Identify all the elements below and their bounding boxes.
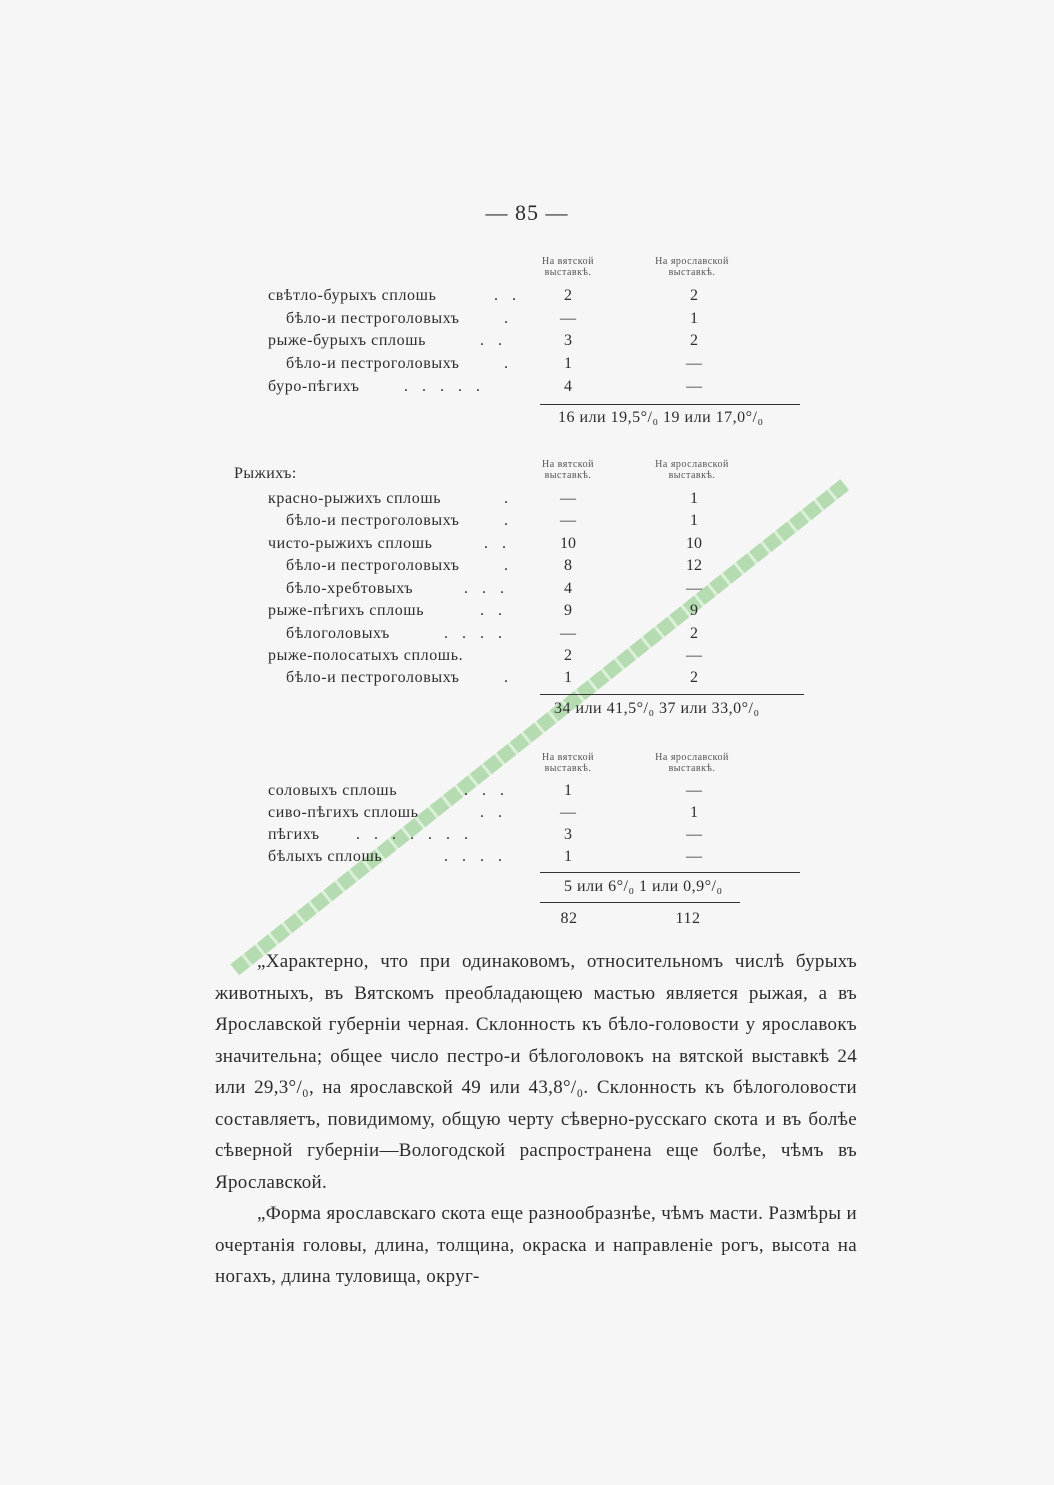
- row-label: соловыхъ сплошь: [268, 782, 398, 799]
- grand-total-rule: [540, 902, 740, 903]
- row-dots: . .: [484, 535, 511, 552]
- column-header-line: На ярославской: [655, 752, 729, 763]
- row-label: чисто-рыжихъ сплошь: [268, 535, 433, 552]
- value-vyatka: —: [560, 310, 576, 327]
- row-label: бѣло-и пестроголовыхъ: [286, 512, 460, 529]
- value-vyatka: 8: [564, 557, 572, 574]
- row-dots: . . . . .: [404, 378, 485, 395]
- value-yaroslavl: —: [686, 782, 702, 799]
- column-header-line: На вятской: [542, 256, 594, 267]
- value-yaroslavl: 12: [686, 557, 702, 574]
- value-vyatka: 10: [560, 535, 576, 552]
- row-dots: . . . .: [444, 625, 507, 642]
- value-yaroslavl: 1: [690, 512, 698, 529]
- row-dots: . .: [480, 804, 507, 821]
- row-dots: . . .: [464, 580, 509, 597]
- column-header-line: выставкѣ.: [544, 470, 592, 481]
- subtotal: 16 или 19,5°/₀ 19 или 17,0°/₀: [558, 409, 764, 426]
- row-dots: . .: [494, 287, 521, 304]
- value-vyatka: 2: [564, 647, 572, 664]
- value-vyatka: —: [560, 804, 576, 821]
- subtotal-rule: [540, 404, 800, 405]
- table-row: [0, 578, 1054, 600]
- value-vyatka: —: [560, 625, 576, 642]
- row-label: красно-рыжихъ сплошь: [268, 490, 442, 507]
- paragraph: „Форма ярославскаго скота еще разнообразнѣе, чѣмъ масти. Размѣры и очертанія головы, длина, толщина, окраска и направленіе рогъ, высота на ногахъ, длина туловища, округ-: [215, 1203, 857, 1287]
- value-yaroslavl: 10: [686, 535, 702, 552]
- column-header-line: На ярославской: [655, 459, 729, 470]
- value-vyatka: 3: [564, 826, 572, 843]
- row-label: бѣло-хребтовыхъ: [286, 580, 414, 597]
- value-yaroslavl: 2: [690, 287, 698, 304]
- row-dots: .: [504, 512, 513, 529]
- value-vyatka: 3: [564, 332, 572, 349]
- table-row: [0, 330, 1054, 352]
- body-text: [215, 946, 857, 1293]
- subtotal-rule: [540, 694, 804, 695]
- value-yaroslavl: 1: [690, 804, 698, 821]
- column-header-yaroslavl: [640, 459, 744, 481]
- row-label: рыже-бурыхъ сплошь: [268, 332, 427, 349]
- table-row: [0, 488, 1054, 510]
- table-row: [0, 600, 1054, 622]
- paragraph: „Характерно, что при одинаковомъ, относительномъ числѣ бурыхъ животныхъ, въ Вятскомъ преобладающею мастью является рыжая, а въ Ярославской губерніи черная. Склонность къ бѣло-головости у ярославокъ значительна; общее число пестро-и бѣлоголовокъ на вятской выставкѣ 24 или 29,3°/₀, на ярославской 49 или 43,8°/₀. Склонность къ бѣлоголовости составляетъ, повидимому, общую черту сѣверно-русскаго скота и въ болѣе сѣверной губерніи—Вологодской распространена еще болѣе, чѣмъ въ Ярославской.: [215, 951, 857, 1193]
- value-yaroslavl: 2: [690, 332, 698, 349]
- row-label: бѣло-и пестроголовыхъ: [286, 310, 460, 327]
- table-row: [0, 555, 1054, 577]
- row-label: пѣгихъ: [268, 826, 320, 843]
- row-dots: .: [504, 310, 513, 327]
- value-vyatka: 4: [564, 580, 572, 597]
- row-dots: .: [504, 669, 513, 686]
- row-dots: . .: [480, 332, 507, 349]
- value-yaroslavl: 1: [690, 310, 698, 327]
- row-label: бѣло-и пестроголовыхъ: [286, 557, 460, 574]
- column-header-line: выставкѣ.: [544, 763, 592, 774]
- column-header-line: На ярославской: [655, 256, 729, 267]
- row-dots: . . . .: [444, 848, 507, 865]
- value-yaroslavl: —: [686, 826, 702, 843]
- row-dots: .: [504, 490, 513, 507]
- subtotal: 34 или 41,5°/₀ 37 или 33,0°/₀: [554, 700, 760, 717]
- value-yaroslavl: —: [686, 647, 702, 664]
- table-row: [0, 846, 1054, 868]
- row-label: бѣло-и пестроголовыхъ: [286, 355, 460, 372]
- row-dots: .: [504, 557, 513, 574]
- column-header-line: На вятской: [542, 752, 594, 763]
- table-row: [0, 623, 1054, 645]
- table-row: [0, 802, 1054, 824]
- row-label: свѣтло-бурыхъ сплошь: [268, 287, 437, 304]
- column-header-yaroslavl: [640, 752, 744, 774]
- value-yaroslavl: 1: [690, 490, 698, 507]
- value-vyatka: —: [560, 512, 576, 529]
- row-dots: . . . . . . .: [356, 826, 473, 843]
- value-vyatka: —: [560, 490, 576, 507]
- table-row: [0, 824, 1054, 846]
- value-vyatka: 1: [564, 669, 572, 686]
- subtotal: 5 или 6°/₀ 1 или 0,9°/₀: [564, 878, 723, 895]
- value-vyatka: 1: [564, 782, 572, 799]
- value-yaroslavl: —: [686, 580, 702, 597]
- table-row: [0, 645, 1054, 667]
- subtotal-rule: [540, 872, 800, 873]
- table-row: [0, 510, 1054, 532]
- table-row: [0, 308, 1054, 330]
- column-header-line: выставкѣ.: [668, 267, 716, 278]
- grand-total-yaroslavl: 112: [675, 910, 701, 927]
- value-vyatka: 4: [564, 378, 572, 395]
- value-yaroslavl: —: [686, 355, 702, 372]
- row-label: рыже-полосатыхъ сплошь.: [268, 647, 464, 664]
- page-number: — 85 —: [485, 200, 569, 225]
- row-label: бѣлыхъ сплошь: [268, 848, 383, 865]
- row-dots: . .: [480, 602, 507, 619]
- column-header-vyatka: [528, 459, 608, 481]
- column-header-yaroslavl: [640, 256, 744, 278]
- section-title: Рыжихъ:: [234, 465, 297, 482]
- value-vyatka: 1: [564, 355, 572, 372]
- row-label: рыже-пѣгихъ сплошь: [268, 602, 425, 619]
- row-dots: . . .: [464, 782, 509, 799]
- value-vyatka: 9: [564, 602, 572, 619]
- table-row: [0, 376, 1054, 398]
- table-row: [0, 353, 1054, 375]
- column-header-line: выставкѣ.: [668, 470, 716, 481]
- row-label: буро-пѣгихъ: [268, 378, 360, 395]
- grand-total-vyatka: 82: [560, 910, 578, 927]
- value-yaroslavl: 2: [690, 625, 698, 642]
- row-label: бѣло-и пестроголовыхъ: [286, 669, 460, 686]
- row-label: бѣлоголовыхъ: [286, 625, 390, 642]
- table-row: [0, 780, 1054, 802]
- table-row: [0, 285, 1054, 307]
- table-row: [0, 533, 1054, 555]
- value-yaroslavl: 9: [690, 602, 698, 619]
- row-label: сиво-пѣгихъ сплошь: [268, 804, 419, 821]
- row-dots: .: [504, 355, 513, 372]
- value-vyatka: 2: [564, 287, 572, 304]
- column-header-line: На вятской: [542, 459, 594, 470]
- column-header-vyatka: [528, 256, 608, 278]
- table-row: [0, 667, 1054, 689]
- value-yaroslavl: —: [686, 848, 702, 865]
- value-yaroslavl: —: [686, 378, 702, 395]
- value-yaroslavl: 2: [690, 669, 698, 686]
- column-header-vyatka: [528, 752, 608, 774]
- value-vyatka: 1: [564, 848, 572, 865]
- column-header-line: выставкѣ.: [668, 763, 716, 774]
- column-header-line: выставкѣ.: [544, 267, 592, 278]
